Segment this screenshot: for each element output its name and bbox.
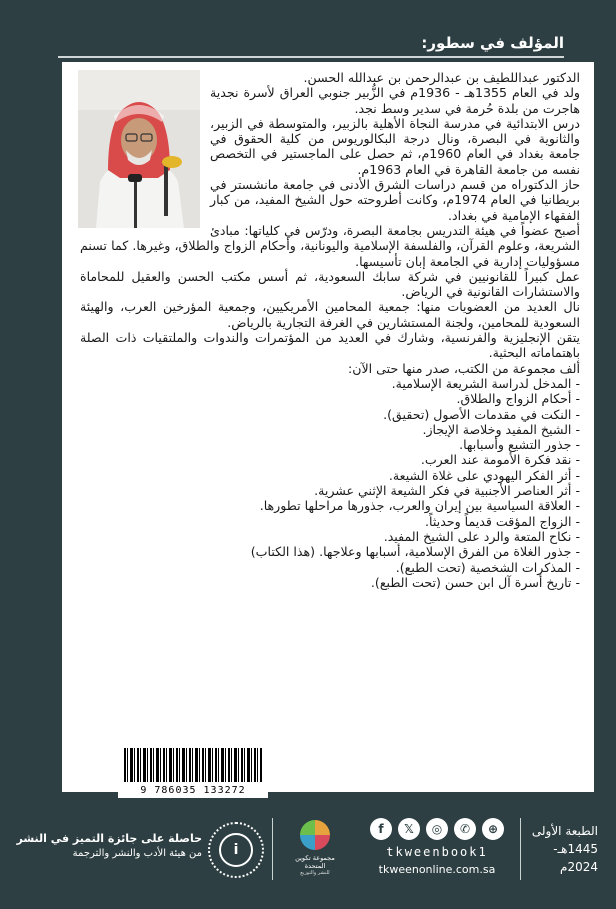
bio-paragraph: ألف مجموعة من الكتب، صدر منها حتى الآن: — [347, 360, 580, 376]
footer — [0, 808, 616, 909]
book-list-item: - تاريخ أسرة آل ابن حسن (تحت الطبع). — [80, 575, 580, 590]
award-text — [16, 832, 202, 859]
book-list-item: - نكاح المتعة والرد على الشيخ المفيد. — [80, 529, 580, 544]
group-block — [286, 820, 344, 876]
bio-paragraph: عمل كبيراً للقانونيين في شركة سابك السعودية، ثم أسس مكتب الحسن والعقيل للمحاماة والاستشارات القانونية في الرياض. — [80, 268, 580, 300]
award-block — [16, 822, 264, 882]
bio-paragraph: أصبح عضواً في هيئة التدريس بجامعة البصرة، ودرّس في كلياتها: مبادئ الشريعة، وعلوم القرآن، والفلسفة الإسلامية واليونانية، وأحكام الزواج والطلاق، وغيرها. كما تسنم مسؤوليات إدارية في الجامعة إبان تأسيسها. — [80, 222, 580, 269]
award-badge-icon — [208, 822, 264, 878]
group-logo-icon — [300, 820, 330, 850]
isbn-number: 9 786035 133272 — [140, 785, 246, 796]
book-list-item: - جذور الغلاة من الفرق الإسلامية، أسبابها وعلاجها. (هذا الكتاب) — [80, 544, 580, 559]
author-bio-text — [80, 70, 580, 590]
isbn-barcode — [118, 744, 268, 798]
bio-paragraph: الدكتور عبداللطيف بن عبدالرحمن بن عبدالله الحسن. — [303, 70, 580, 85]
group-subtitle: للنشر والتوزيع — [300, 870, 330, 876]
book-list-item: - العلاقة السياسية بين إيران والعرب، جذورها مراحلها تطورها. — [80, 498, 580, 513]
book-list-item: - نقد فكرة الأمومة عند العرب. — [80, 452, 580, 467]
social-icons — [352, 818, 522, 840]
publisher-website[interactable]: tkweenonline.com.sa — [378, 863, 496, 876]
facebook-icon[interactable]: f — [370, 818, 392, 840]
author-bio-panel — [62, 62, 594, 792]
book-list — [80, 376, 580, 590]
award-title: حاصلة على جائزة التميز في النشر — [16, 832, 202, 845]
book-list-item: - أثر العناصر الأجنبية في فكر الشيعة الإثني عشرية. — [80, 483, 580, 498]
publisher-block — [352, 818, 522, 876]
edition-label: الطبعة الأولى — [531, 824, 598, 838]
heading-divider — [58, 56, 564, 58]
bio-paragraph: درس الابتدائية في مدرسة النجاة الأهلية بالزبير، والمتوسطة في الزبير، والثانوية في البصرة، ونال درجة البكالوريوس من كلية الحقوق في جامعة بغداد في العام 1960م، ثم حصل على الماجستير في التخصص نفسه من جامعة القاهرة في العام 1963م. — [210, 115, 580, 177]
book-list-item: - المدخل لدراسة الشريعة الإسلامية. — [80, 376, 580, 391]
edition-date: 1445هـ- 2024م — [553, 842, 598, 874]
bio-paragraph: نال العديد من العضويات منها: جمعية المحامين الأمريكيين، وجمعية المؤرخين العرب، والهيئة السعودية للمحامين، ولجنة المستشارين في الغرفة التجارية بالرياض. — [80, 299, 580, 330]
award-issuer: من هيئة الأدب والنشر والترجمة — [72, 848, 202, 859]
book-list-item: - الشيخ المفيد وخلاصة الإيجاز. — [80, 422, 580, 437]
book-list-item: - جذور التشيع وأسبابها. — [80, 437, 580, 452]
whatsapp-icon[interactable]: ✆ — [454, 818, 476, 840]
bio-paragraph: يتقن الإنجليزية والفرنسية، وشارك في العديد من المؤتمرات والندوات والملتقيات ذات الصلة باهتماماته البحثية. — [80, 330, 580, 361]
globe-icon[interactable]: ⊕ — [482, 818, 504, 840]
publisher-handle[interactable]: tkweenbook1 — [386, 845, 488, 859]
book-list-item: - أثر الفكر اليهودي على غلاة الشيعة. — [80, 468, 580, 483]
bio-paragraph: حاز الدكتوراه من قسم دراسات الشرق الأدنى في جامعة مانشستر في بريطانيا في العام 1974م، وكانت أطروحته حول الشيخ المفيد، من كبار الفقهاء الإمامية في بغداد. — [210, 177, 580, 223]
barcode-bars — [124, 748, 262, 782]
section-heading: المؤلف في سطور: — [421, 34, 564, 52]
award-seal-icon: i — [219, 833, 253, 867]
edition-info — [528, 822, 598, 876]
book-list-item: - أحكام الزواج والطلاق. — [80, 391, 580, 406]
footer-divider — [272, 818, 273, 880]
instagram-icon[interactable]: ◎ — [426, 818, 448, 840]
bio-paragraph: ولد في العام 1355هـ - 1936م في الزُّبير جنوبي العراق لأسرة نجدية هاجرت من بلدة حُرمة في سدير وسط نجد. — [210, 85, 580, 116]
book-list-item: - النكت في مقدمات الأصول (تحقيق). — [80, 407, 580, 422]
x-icon[interactable]: 𝕏 — [398, 818, 420, 840]
group-name: مجموعة تكوين المتحدة — [295, 854, 335, 870]
book-list-item: - المذكرات الشخصية (تحت الطبع). — [80, 560, 580, 575]
book-list-item: - الزواج المؤقت قديماً وحديثاً. — [80, 514, 580, 529]
